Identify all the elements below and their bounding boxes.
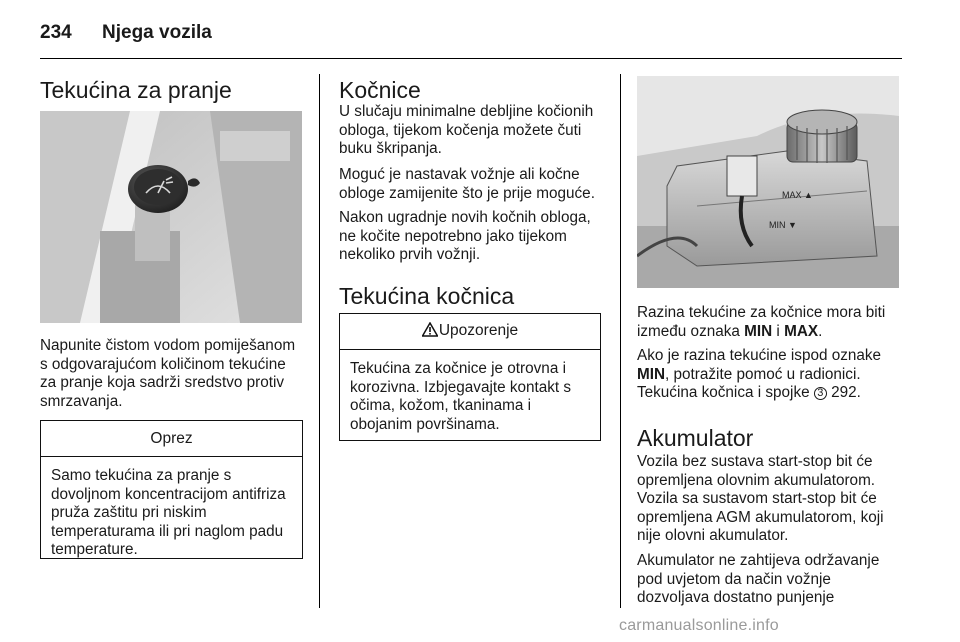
warning-triangle-icon (422, 322, 438, 342)
text-run: . (818, 322, 823, 340)
brake-fluid-paragraph-1 (637, 304, 903, 341)
brake-fluid-crossref[interactable] (637, 384, 903, 403)
brakes-paragraph-1: U slučaju minimalne debljine kočionih obloga, tijekom kočenja možete čuti buku škripanja. (339, 103, 594, 158)
warning-text: Tekućina za kočnice je otrovna i korozivna. Izbjegavajte kontakt s očima, kožom, tkaninama i obojanim površinama. (350, 360, 572, 433)
min-marker-label: MIN ▼ (769, 220, 797, 230)
warning-header (340, 314, 600, 350)
text-run: Tekućina kočnica i spojke (637, 384, 814, 401)
brakes-paragraph-2: Moguć je nastavak vožnje ali kočne obloge zamijenite što je prije moguće. (339, 166, 595, 202)
washer-paragraph: Napunite čistom vodom pomiješanom s odgovarajućom količinom tekućine za pranje koja sadrži sredstvo protiv smrzavanja. (40, 337, 296, 410)
text-run: i (772, 322, 785, 340)
caution-title: Oprez (41, 421, 302, 457)
battery-paragraph-2: Akumulator ne zahtijeva održavanje pod uvjetom da način vožnje dozvoljava dostatno punjenje (637, 552, 880, 607)
warning-title: Upozorenje (438, 322, 519, 339)
header-rule (40, 58, 902, 59)
page-reference-arrow-icon: 3 (814, 387, 827, 400)
section-heading-washer: Tekućina za pranje (40, 77, 232, 103)
column-divider-1 (319, 74, 320, 608)
brake-fluid-reservoir-image (637, 76, 899, 288)
brake-fluid-paragraph-2 (637, 347, 903, 384)
max-label: MAX (784, 322, 819, 340)
battery-paragraph-1: Vozila bez sustava start-stop bit će opremljena olovnim akumulatorom. Vozila sa sustavom start-stop bit će opremljena AGM akumulatorom, koji nije olovni akumulator. (637, 453, 884, 545)
column-divider-2 (620, 74, 621, 608)
page-number: 234 (40, 22, 72, 43)
caution-text: Samo tekućina za pranje s dovoljnom koncentracijom antifriza pruža zaštitu pri niskim temperaturama ili pri naglom padu temperature. (51, 467, 286, 559)
section-heading-brakes: Kočnice (339, 77, 421, 103)
section-heading-battery: Akumulator (637, 425, 754, 451)
brake-fluid-reservoir-illustration (637, 76, 899, 288)
section-heading-brake-fluid: Tekućina kočnica (339, 283, 515, 309)
page-header (40, 22, 212, 44)
max-marker-label: MAX ▲ (782, 190, 813, 200)
min-label: MIN (637, 365, 666, 383)
min-label: MIN (744, 322, 773, 340)
caution-box (40, 420, 303, 559)
washer-reservoir-image (40, 111, 302, 323)
brakes-paragraph-3: Nakon ugradnje novih kočnih obloga, ne kočite nepotrebno jako tijekom nekoliko prvih vožnji. (339, 209, 591, 264)
washer-reservoir-illustration (40, 111, 302, 323)
warning-box (339, 313, 601, 441)
text-run: 292. (826, 384, 861, 401)
text-run: , potražite pomoć u radionici. (665, 365, 861, 383)
chapter-title: Njega vozila (102, 22, 212, 43)
text-run: Ako je razina tekućine ispod oznake (637, 347, 882, 364)
watermark: carmanualsonline.info (619, 617, 779, 634)
text-run: Razina tekućine za kočnice mora biti između oznaka (637, 304, 886, 340)
